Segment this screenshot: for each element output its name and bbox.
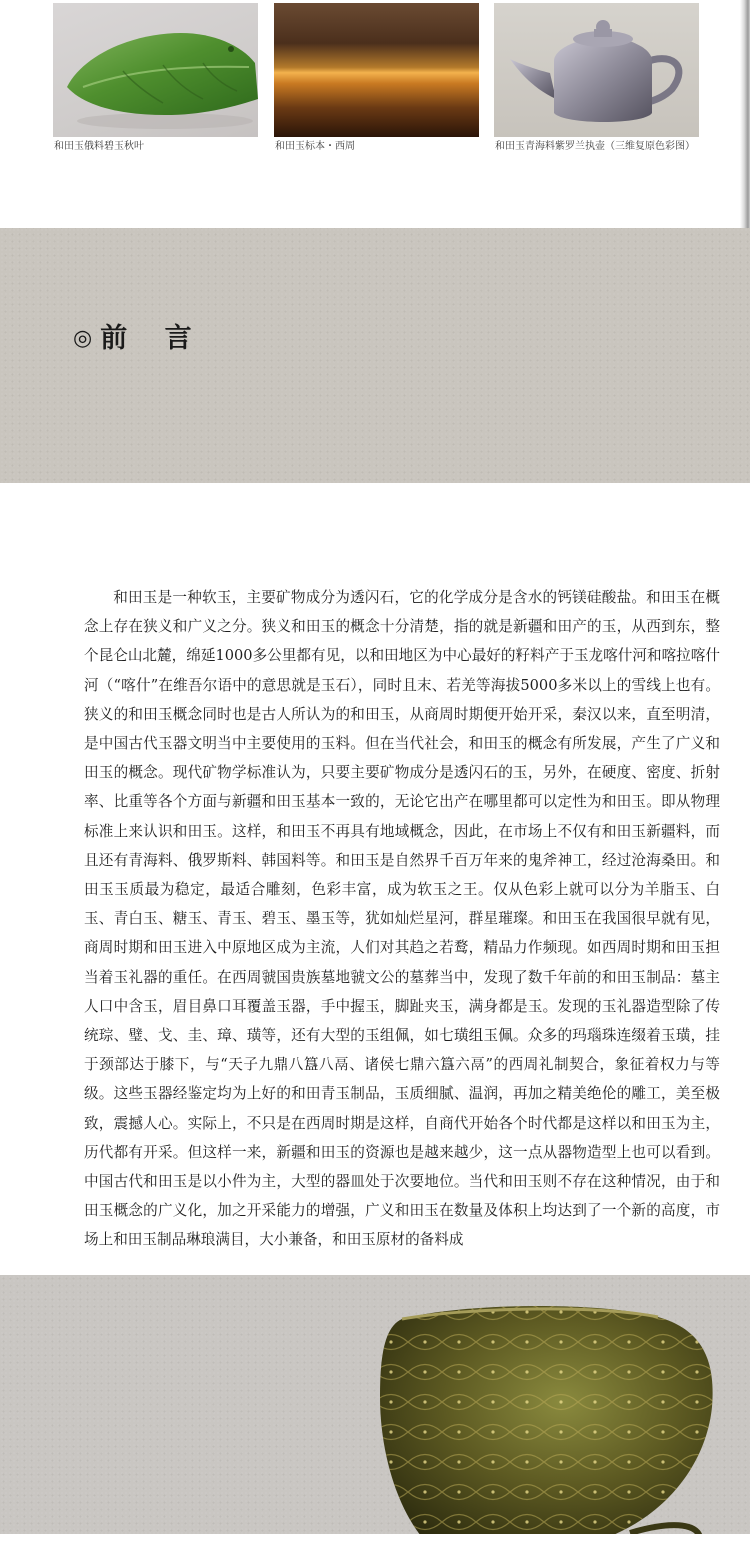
preface-heading: 前 言 bbox=[100, 323, 206, 354]
photo-caption: 和田玉青海料紫罗兰执壶（三维复原色彩图） bbox=[495, 141, 695, 152]
page-title bbox=[73, 316, 206, 355]
preface-paragraph: 和田玉是一种软玉，主要矿物成分为透闪石，它的化学成分是含水的钙镁硅酸盐。和田玉在概念上存在狭义和广义之分。狭义和田玉的概念十分清楚，指的就是新疆和田产的玉，从西到东，整个昆仑山北麓，绵延1000多公里都有见，以和田地区为中心最好的籽料产于玉龙喀什河和喀拉喀什河（“喀什”在维吾尔语中的意思就是玉石），同时且末、若羌等海拔5000多米以上的雪线上也有。狭义的和田玉概念同时也是古人所认为的和田玉，从商周时期便开始开采，秦汉以来，直至明清，是中国古代玉器文明当中主要使用的玉料。但在当代社会，和田玉的概念有所发展，产生了广义和田玉的概念。现代矿物学标准认为，只要主要矿物成分是透闪石的玉，另外，在硬度、密度、折射率、比重等各个方面与新疆和田玉基本一致的，无论它出产在哪里都可以定性为和田玉。即从物理标准上来认识和田玉。这样，和田玉不再具有地域概念，因此，在市场上不仅有和田玉新疆料，而且还有青海料、俄罗斯料、韩国料等。和田玉是自然界千百万年来的鬼斧神工，经过沧海桑田。和田玉玉质最为稳定，最适合雕刻，色彩丰富，成为软玉之王。仅从色彩上就可以分为羊脂玉、白玉、青白玉、糖玉、青玉、碧玉、墨玉等，犹如灿烂星河，群星璀璨。和田玉在我国很早就有见，商周时期和田玉进入中原地区成为主流，人们对其趋之若鹜，精品力作频现。如西周时期和田玉担当着玉礼器的重任。在西周虢国贵族墓地虢文公的墓葬当中，发现了数千年前的和田玉制品：墓主人口中含玉，眉目鼻口耳覆盖玉器，手中握玉，脚趾夹玉，满身都是玉。发现的玉礼器造型除了传统琮、璧、戈、圭、璋、璜等，还有大型的玉组佩，如七璜组玉佩。众多的玛瑙珠连缀着玉璜，挂于颈部达于膝下，与“天子九鼎八簋八鬲、诸侯七鼎六簋六鬲”的西周礼制契合，象征着权力与等级。这些玉器经鉴定均为上好的和田青玉制品，玉质细腻、温润，再加之精美绝伦的雕工，美至极致，震撼人心。实际上，不只是在西周时期是这样，自商代开始各个时代都是这样以和田玉为主，历代都有开采。但这样一来，新疆和田玉的资源也是越来越少，这一点从器物造型上也可以看到。中国古代和田玉是以小件为主，大型的器皿处于次要地位。当代和田玉则不存在这种情况，由于和田玉概念的广义化，加之开采能力的增强，广义和田玉在数量及体积上均达到了一个新的高度，市场上和田玉制品琳琅满目，大小兼备，和田玉原材的备料成 bbox=[84, 589, 720, 1249]
photo-caption: 和田玉标本・西周 bbox=[275, 141, 355, 152]
green-jade-bowl-photo bbox=[340, 1297, 750, 1546]
circle-bullet-icon: ◎ bbox=[73, 326, 95, 351]
page-edge bbox=[740, 0, 750, 228]
gray-teapot-photo bbox=[494, 3, 699, 137]
photo-caption: 和田玉俄料碧玉秋叶 bbox=[54, 141, 144, 152]
page-bottom-margin bbox=[0, 1534, 750, 1546]
preface-header-band bbox=[0, 228, 750, 483]
amber-jade-sample-photo bbox=[274, 3, 479, 137]
green-jade-leaf-photo bbox=[53, 3, 258, 137]
